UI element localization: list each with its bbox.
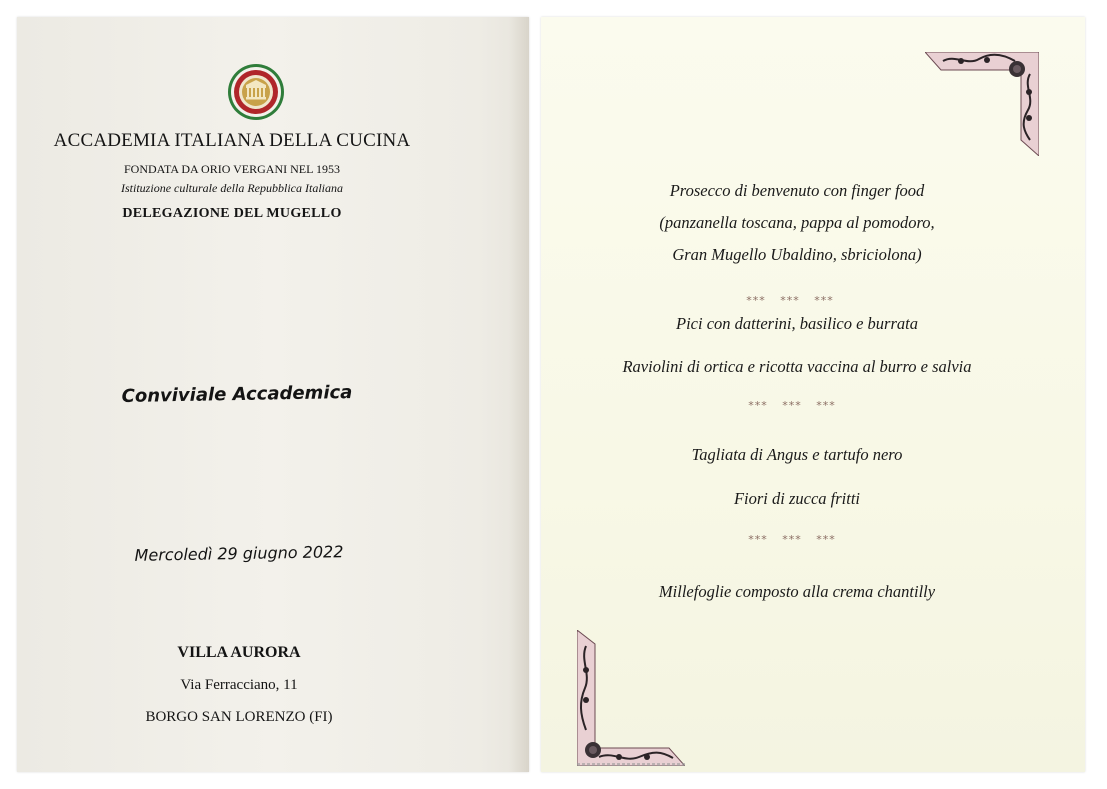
- venue-address: Via Ferracciano, 11: [180, 677, 298, 693]
- page-spine-shadow: [509, 17, 529, 772]
- course-separator: *** *** ***: [748, 533, 836, 546]
- delegation-name: DELEGAZIONE DEL MUGELLO: [122, 206, 342, 221]
- menu-item: Tagliata di Angus e tartufo nero: [691, 445, 903, 464]
- course-separator: *** *** ***: [748, 399, 836, 412]
- academy-name: ACCADEMIA ITALIANA DELLA CUCINA: [53, 130, 411, 151]
- menu-item: Raviolini di ortica e ricotta vaccina al burro e salvia: [622, 357, 972, 376]
- menu-item: Gran Mugello Ubaldino, sbriciolona): [672, 245, 922, 264]
- event-title: Conviviale Accademica: [121, 381, 353, 408]
- menu-cover-page: [17, 17, 529, 772]
- menu-item: Millefoglie composto alla crema chantilly: [658, 582, 936, 601]
- menu-item: Fiori di zucca fritti: [733, 489, 861, 508]
- course-separator: *** *** ***: [746, 294, 834, 307]
- menu-item: Prosecco di benvenuto con finger food: [669, 181, 925, 200]
- venue-name: VILLA AURORA: [177, 644, 301, 661]
- founded-line: FONDATA DA ORIO VERGANI NEL 1953: [123, 162, 341, 176]
- institution-line: Istituzione culturale della Repubblica Italiana: [121, 181, 343, 195]
- menu-item: (panzanella toscana, pappa al pomodoro,: [659, 213, 935, 232]
- menu-page: [541, 17, 1085, 772]
- floral-corner-ornament-icon: [577, 630, 685, 766]
- venue-city: BORGO SAN LORENZO (FI): [145, 709, 333, 725]
- event-date: Mercoledì 29 giugno 2022: [134, 542, 344, 565]
- menu-item: Pici con datterini, basilico e burrata: [676, 314, 918, 333]
- academy-seal-icon: [227, 63, 285, 121]
- floral-corner-ornament-icon: [925, 52, 1039, 156]
- fine-print: [577, 763, 687, 766]
